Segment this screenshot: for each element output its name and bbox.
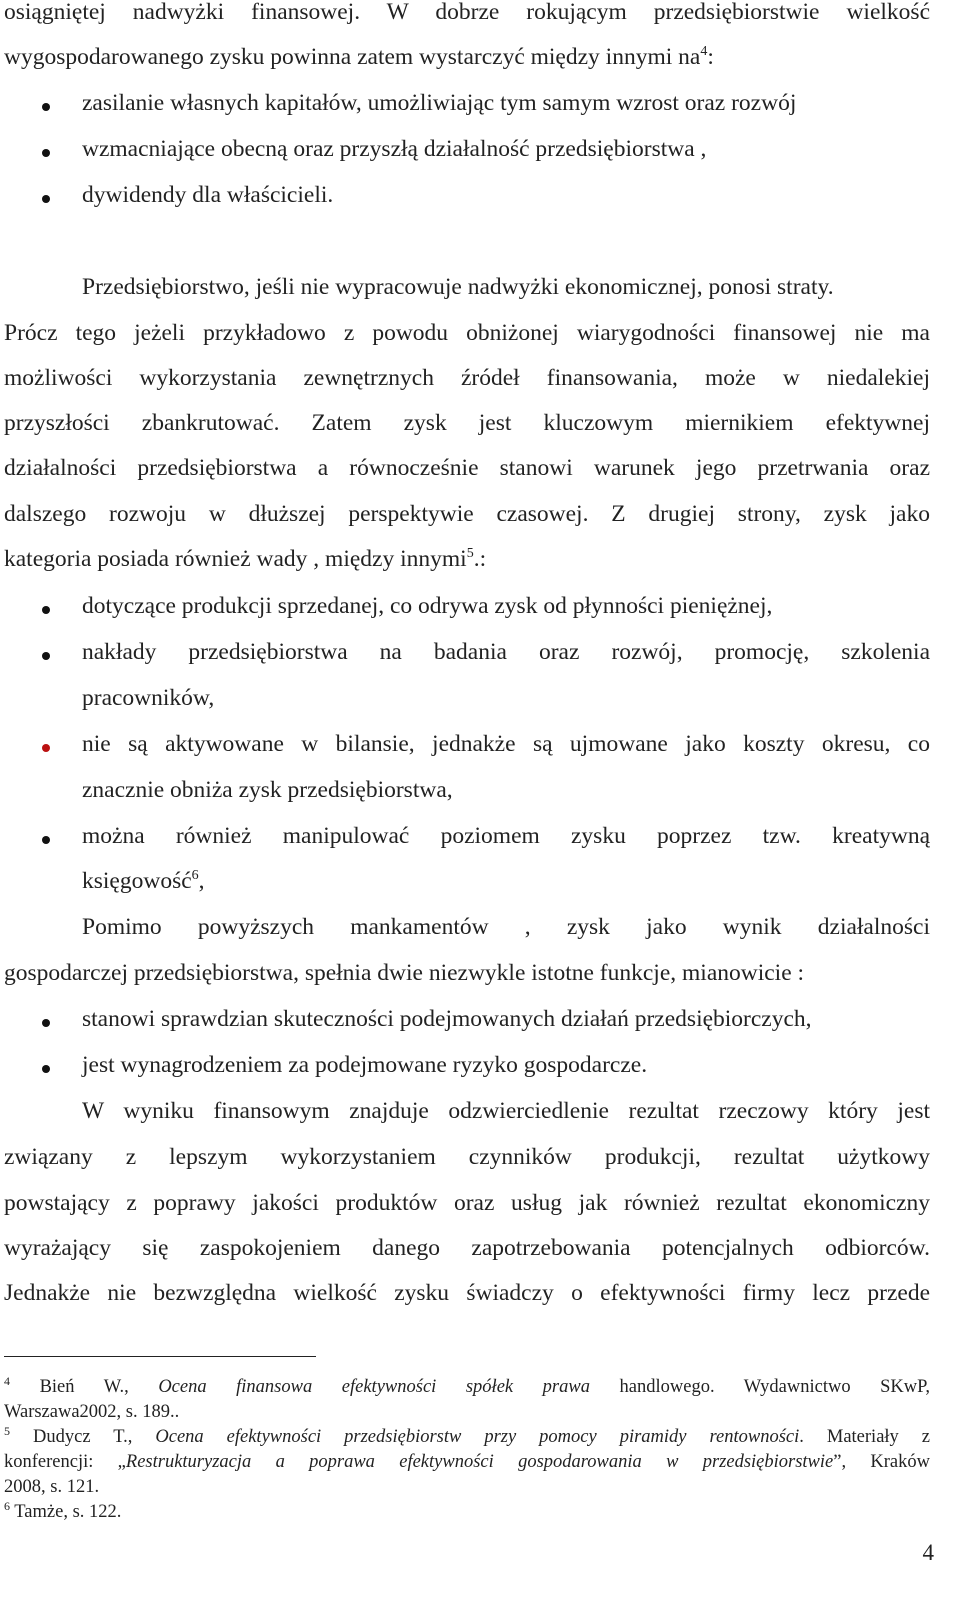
footnote-separator [4,1356,316,1357]
bullet-icon [42,836,50,844]
list-item: wzmacniające obecną oraz przyszłą działalność przedsiębiorstwa , [82,136,707,162]
list-item-continuation: księgowość$^6$, [82,868,205,894]
page-number: 4 [922,1540,934,1565]
list-item-continuation: pracowników, [82,685,215,711]
footnote-5: $^5$ Dudycz T., Ocena efektywności przedsiębiorstw przy pomocy piramidy rentowności. Materiały z [4,1423,931,1447]
bullet-icon [42,195,50,203]
paragraph-line: W wyniku finansowym znajduje odzwierciedlenie rezultat rzeczowy który jest [82,1098,930,1124]
paragraph-line: gospodarczej przedsiębiorstwa, spełnia dwie niezwykle istotne funkcje, mianowicie : [4,960,805,986]
bullet-icon [42,606,50,614]
list-item: nakłady przedsiębiorstwa na badania oraz rozwój, promocję, szkolenia [82,639,930,665]
bullet-icon [42,744,50,752]
list-item: nie są aktywowane w bilansie, jednakże są ujmowane jako koszty okresu, co [82,731,930,757]
paragraph-line: przyszłości zbankrutować. Zatem zysk jest kluczowym miernikiem efektywnej [4,410,930,436]
paragraph-line: dalszego rozwoju w dłuższej perspektywie czasowej. Z drugiej strony, zysk jako [4,501,930,527]
list-item: dotyczące produkcji sprzedanej, co odrywa zysk od płynności pieniężnej, [82,593,773,619]
paragraph-line: możliwości wykorzystania zewnętrznych źródeł finansowania, może w niedalekiej [4,365,930,391]
bullet-icon [42,1019,50,1027]
footnote-ref: 4 [700,44,708,60]
paragraph-line: działalności przedsiębiorstwa a równocześnie stanowi warunek jego przetrwania oraz [4,455,930,481]
paragraph-line: Jednakże nie bezwzględna wielkość zysku świadczy o efektywności firmy lecz przede [4,1280,930,1306]
footnote-ref: 6 [191,868,199,884]
footnote-4-cont: Warszawa2002, s. 189.. [4,1402,180,1422]
list-item: dywidendy dla właścicieli. [82,182,334,208]
paragraph-line: Prócz tego jeżeli przykładowo z powodu obniżonej wiarygodności finansowej nie ma [4,320,930,346]
list-item: stanowi sprawdzian skuteczności podejmowanych działań przedsiębiorczych, [82,1006,812,1032]
text-line: wygospodarowanego zysku powinna zatem wystarczyć między innymi $na^4$: [4,44,714,70]
footnote-ref: 5 [466,546,474,562]
list-item-continuation: znacznie obniża zysk przedsiębiorstwa, [82,777,453,803]
list-item: można również manipulować poziomem zysku poprzez tzw. kreatywną [82,823,930,849]
paragraph-line: Przedsiębiorstwo, jeśli nie wypracowuje nadwyżki ekonomicznej, ponosi straty. [82,274,834,300]
bullet-icon [42,103,50,111]
list-item: zasilanie własnych kapitałów, umożliwiając tym samym wzrost oraz rozwój [82,90,797,116]
bullet-icon [42,149,50,157]
text-line: osiągniętej nadwyżki finansowej. W dobrze rokującym przedsiębiorstwie wielkość [4,0,930,25]
paragraph-line: powstający z poprawy jakości produktów oraz usług jak również rezultat ekonomiczny [4,1190,930,1216]
paragraph-line: wyrażający się zaspokojeniem danego zapotrzebowania potencjalnych odbiorców. [4,1235,930,1261]
paragraph-line: Pomimo powyższych mankamentów , zysk jako wynik działalności [82,914,930,940]
paragraph-line: kategoria posiada również wady , między innymi$^5$.: [4,546,487,572]
footnote-5-cont: konferencji: „Restrukturyzacja a poprawa efektywności gospodarowania w przedsiębiorstwie”, Kraków [4,1452,930,1472]
paragraph-line: związany z lepszym wykorzystaniem czynników produkcji, rezultat użytkowy [4,1144,930,1170]
footnote-4: $^4$ Bień W., Ocena finansowa efektywności spółek prawa handlowego. Wydawnictwo SKwP, [4,1373,931,1397]
footnote-6: $^6$ Tamże, s. 122. [4,1498,122,1522]
bullet-icon [42,652,50,660]
list-item: jest wynagrodzeniem za podejmowane ryzyko gospodarcze. [82,1052,648,1078]
footnote-5-cont: 2008, s. 121. [4,1477,100,1497]
bullet-icon [42,1065,50,1073]
